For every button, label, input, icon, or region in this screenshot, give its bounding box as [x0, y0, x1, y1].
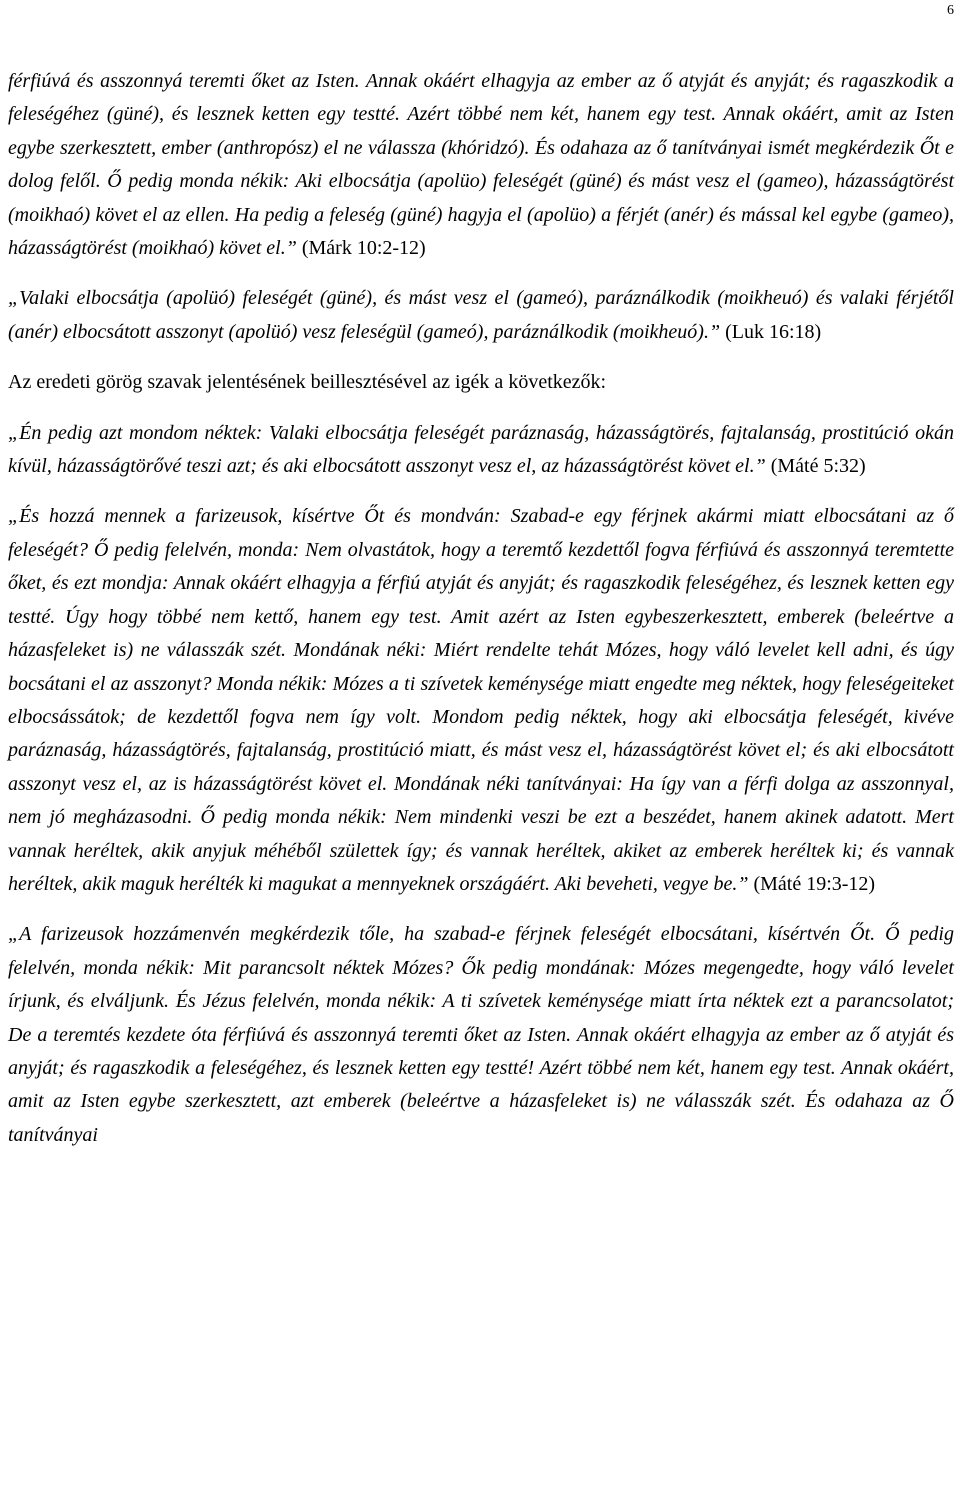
paragraph-mark-10-quote — [8, 65, 954, 265]
quote-text: férfiúvá és asszonnyá teremti őket az Isten. Annak okáért elhagyja az ember az ő atyját és anyját; és ragaszkodik a feleségéhez (güné), és lesznek ketten egy testté. Azért többé nem két, hanem egy test. Annak okáért, amit az Isten egybe szerkesztett, ember (anthropósz) el ne válassza (khóridzó). És odahaza az ő tanítványai ismét megkérdezik Őt e dolog felől. Ő pedig monda nékik: Aki elbocsátja (apolüo) feleségét (güné) és mást vesz el (gameo), házasságtörést (moikhaó) követ el az ellen. Ha pedig a feleség (güné) hagyja el (apolüo) a férjét (anér) és mással kel egybe (gameo), házasságtörést (moikhaó) követ el.” — [8, 70, 954, 260]
scripture-reference: (Máté 5:32) — [765, 455, 866, 478]
document-body — [8, 65, 954, 1169]
paragraph-intro — [8, 366, 954, 399]
scripture-reference: (Luk 16:18) — [720, 320, 822, 343]
page-number: 6 — [947, 3, 954, 18]
quote-text: „Én pedig azt mondom néktek: Valaki elbocsátja feleségét paráznaság, házasságtörés, fajtalanság, prostitúció okán kívül, házasságtörővé teszi azt; és aki elbocsátott asszonyt vesz el, az házasságtörést követ el.” — [8, 421, 954, 478]
scripture-reference: (Márk 10:2-12) — [296, 237, 426, 260]
quote-text: „Valaki elbocsátja (apolüó) feleségét (güné), és mást vesz el (gameó), paráználkodik (moikheuó) és valaki férjétől (anér) elbocsátott asszonyt (apolüó) vesz feleségül (gameó), paráználkodik (moikheuó).” — [8, 287, 954, 343]
quote-text: „És hozzá mennek a farizeusok, kísértve Őt és mondván: Szabad-e egy férjnek akármi miatt elbocsátani az ő feleségét? Ő pedig felelvén, monda: Nem olvastátok, hogy a teremtő kezdettől fogva férfiúvá és asszonnyá teremtette őket, és ezt mondja: Annak okáért elhagyja a férfiú atyját és anyját; és ragaszkodik feleségéhez, és lesznek ketten egy testté. Úgy hogy többé nem kettő, hanem egy test. Amit azért az Isten egybeszerkesztett, emberek (beleértve a házasfeleket is) ne válasszák szét. Mondának néki: Miért rendelte tehát Mózes, hogy váló levelet kell adni, és úgy bocsátani el az asszonyt? Monda nékik: Mózes a ti szívetek keménysége miatt engedte meg néktek, hogy feleségeiteket elbocsássátok; de kezdettől fogva nem így volt. Mondom pedig néktek, hogy aki elbocsátja feleségét, kivéve paráznaság, házasságtörés, fajtalanság, prostitúció miatt, és mást vesz el, házasságtörést követ el; és aki elbocsátott asszonyt vesz el, az is házasságtörést követ el. Mondának néki tanítványai: Ha így van a férfi dolga az asszonnyal, nem jó megházasodni. Ő pedig monda nékik: Nem mindenki veszi be ezt a beszédet, hanem akinek adatott. Mert vannak heréltek, akik anyjuk méhéből születtek így; és vannak heréltek, akiket az emberek heréltek ki; és vannak heréltek, akik maguk herélték ki magukat a mennyeknek országáért. Aki beveheti, vegye be.” — [8, 505, 954, 895]
paragraph-matthew-5-quote — [8, 417, 954, 484]
paragraph-matthew-19-quote — [8, 500, 954, 901]
quote-text: „A farizeusok hozzámenvén megkérdezik tőle, ha szabad-e férjnek feleségét elbocsátani, kísértvén Őt. Ő pedig felelvén, monda nékik: Mit parancsolt néktek Mózes? Ők pedig mondának: Mózes megengedte, hogy váló levelet írjunk, és elváljunk. És Jézus felelvén, monda nékik: A ti szívetek keménysége miatt írta néktek ezt a parancsolatot; De a teremtés kezdete óta férfiúvá és asszonnyá teremti őket az Isten. Annak okáért elhagyja az ember az ő atyját és anyját; és ragaszkodik a feleségéhez, és lesznek ketten egy testté! Azért többé nem két, hanem egy test. Annak okáért, amit az Isten egybe szerkesztett, azt emberek (beleértve a házasfeleket is) ne válasszák szét. És odahaza az Ő tanítványai — [8, 923, 954, 1146]
paragraph-luke-16-quote — [8, 282, 954, 349]
paragraph-mark-10-continued — [8, 918, 954, 1152]
scripture-reference: (Máté 19:3-12) — [748, 872, 876, 895]
intro-text: Az eredeti görög szavak jelentésének beillesztésével az igék a következők: — [8, 371, 607, 394]
